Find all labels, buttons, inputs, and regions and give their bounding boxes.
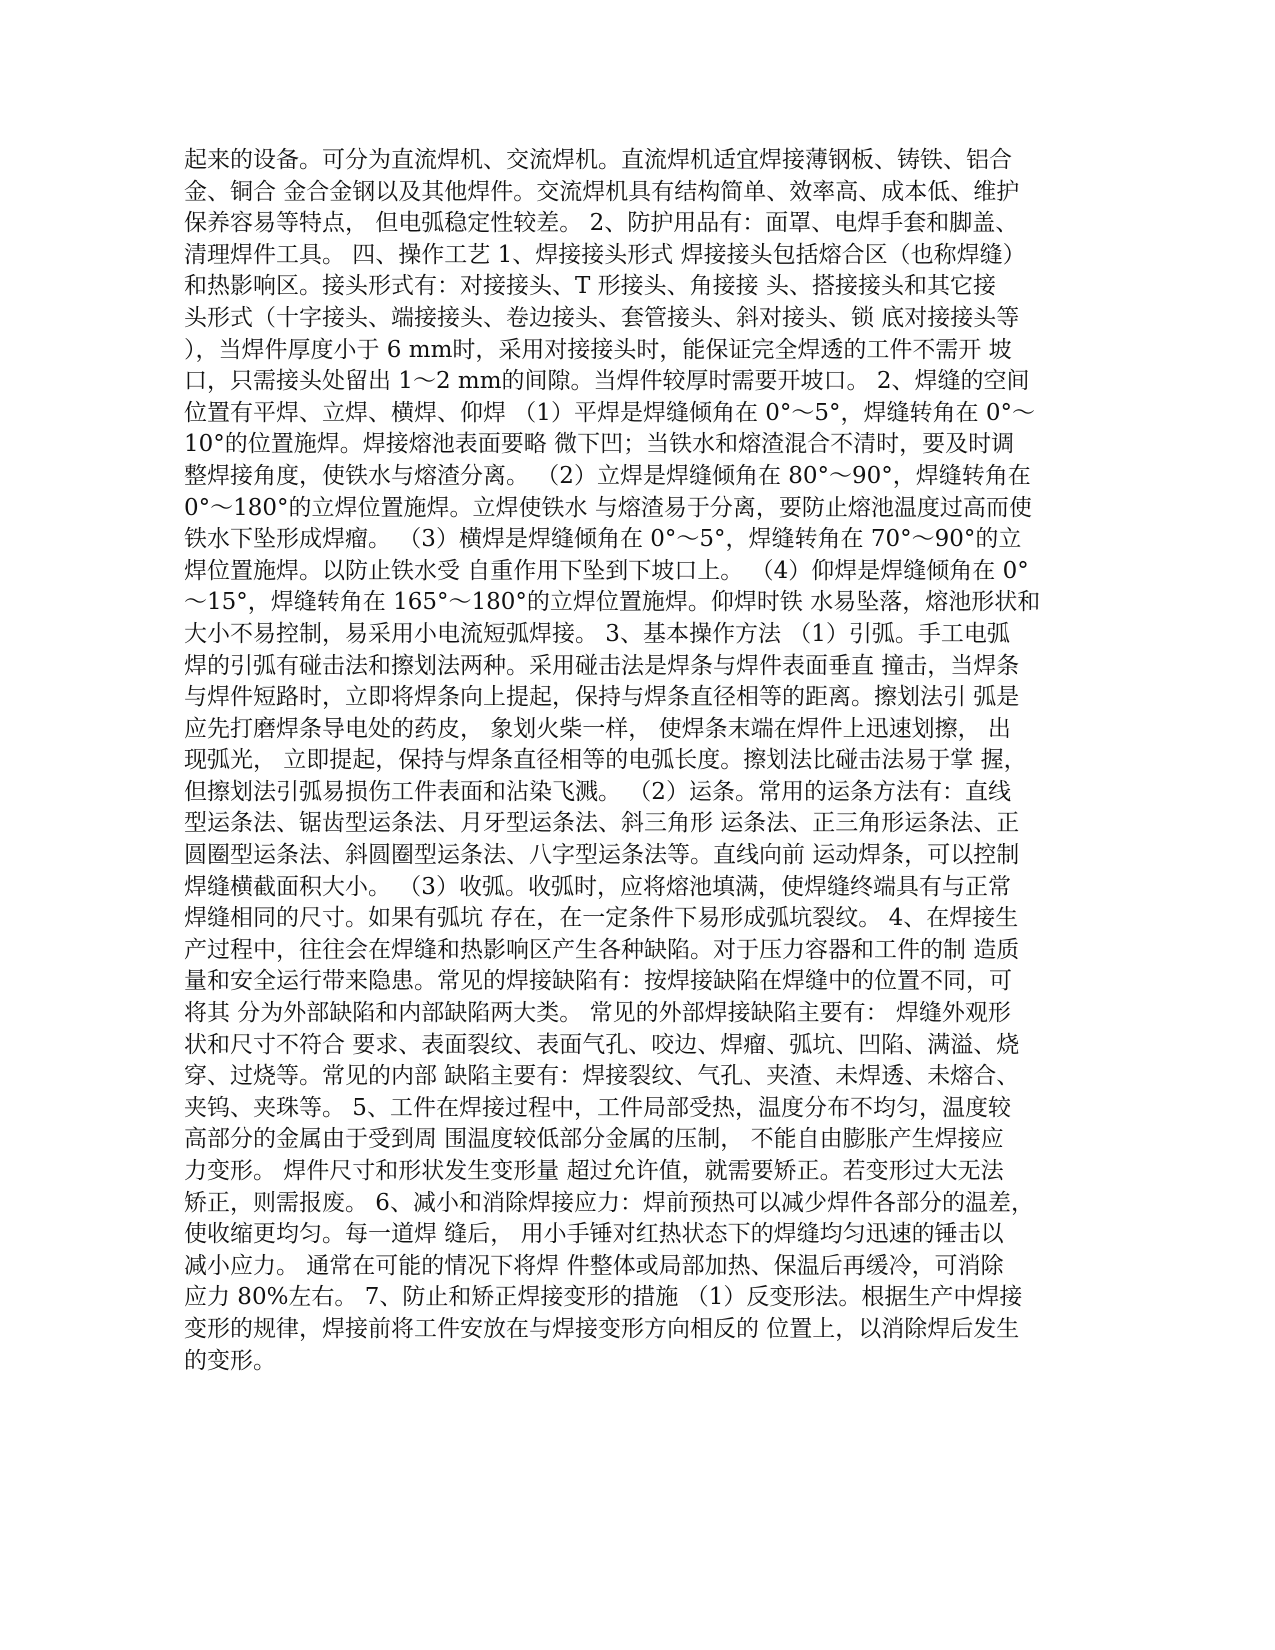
text-line: 位置有平焊、立焊、横焊、仰焊 （1）平焊是焊缝倾角在 0°～5°，焊缝转角在 0°～ bbox=[184, 399, 1035, 426]
body-text bbox=[184, 145, 1074, 1377]
text-line: 起来的设备。可分为直流焊机、交流焊机。直流焊机适宜焊接薄钢板、铸铁、铝合 bbox=[184, 147, 1012, 173]
text-line: 但擦划法引弧易损伤工件表面和沾染飞溅。 （2）运条。常用的运条方法有：直线 bbox=[184, 778, 1011, 805]
text-line: 保养容易等特点， 但电弧稳定性较差。 2、防护用品有：面罩、电焊手套和脚盖、 bbox=[184, 210, 1019, 237]
text-line: 力变形。 焊件尺寸和形状发生变形量 超过允许值，就需要矫正。若变形过大无法 bbox=[184, 1158, 1004, 1184]
text-line: 量和安全运行带来隐患。常见的焊接缺陷有：按焊接缺陷在焊缝中的位置不同，可 bbox=[184, 968, 1012, 995]
text-line: 状和尺寸不符合 要求、表面裂纹、表面气孔、咬边、焊瘤、弧坑、凹陷、满溢、烧 bbox=[184, 1031, 1020, 1058]
text-line: 大小不易控制，易采用小电流短弧焊接。 3、基本操作方法 （1）引弧。手工电弧 bbox=[184, 620, 1010, 647]
text-line: 与焊件短路时，立即将焊条向上提起，保持与焊条直径相等的距离。擦划法引 弧是 bbox=[184, 684, 1020, 711]
text-line: 焊缝横截面积大小。 （3）收弧。收弧时，应将熔池填满，使焊缝终端具有与正常 bbox=[184, 873, 1011, 900]
text-line: ），当焊件厚度小于 6 mm时，采用对接接头时，能保证完全焊透的工件不需开 坡 bbox=[184, 336, 1012, 363]
text-line: 应先打磨焊条导电处的药皮， 象划火柴一样， 使焊条末端在焊件上迅速划擦， 出 bbox=[184, 715, 1011, 742]
text-line: 型运条法、锯齿型运条法、月牙型运条法、斜三角形 运条法、正三角形运条法、正 bbox=[184, 810, 1020, 837]
text-line: 的变形。 bbox=[184, 1347, 276, 1374]
text-line: 高部分的金属由于受到周 围温度较低部分金属的压制， 不能自由膨胀产生焊接应 bbox=[184, 1126, 1004, 1153]
text-line: 产过程中，往往会在焊缝和热影响区产生各种缺陷。对于压力容器和工件的制 造质 bbox=[184, 936, 1020, 963]
text-line: 和热影响区。接头形式有：对接接头、T 形接头、角接接 头、搭接接头和其它接 bbox=[184, 273, 996, 300]
text-line: 将其 分为外部缺陷和内部缺陷两大类。 常见的外部焊接缺陷主要有： 焊缝外观形 bbox=[184, 1000, 1011, 1027]
text-line: 矫正，则需报废。 6、减小和消除焊接应力：焊前预热可以减少焊件各部分的温差， bbox=[184, 1189, 1034, 1216]
text-line: 头形式（十字接头、端接接头、卷边接头、套管接头、斜对接头、锁 底对接接头等 bbox=[184, 304, 1020, 331]
text-line: 整焊接角度，使铁水与熔渣分离。 （2）立焊是焊缝倾角在 80°～90°，焊缝转角在 bbox=[184, 462, 1031, 489]
text-line: 应力 80%左右。 7、防止和矫正焊接变形的措施 （1）反变形法。根据生产中焊接 bbox=[184, 1284, 1023, 1311]
text-line: 0°～180°的立焊位置施焊。立焊使铁水 与熔渣易于分离，要防止熔池温度过高而使 bbox=[184, 494, 1032, 521]
text-line: 圆圈型运条法、斜圆圈型运条法、八字型运条法等。直线向前 运动焊条，可以控制 bbox=[184, 842, 1020, 869]
text-line: 口，只需接头处留出 1～2 mm的间隙。当焊件较厚时需要开坡口。 2、焊缝的空间 bbox=[184, 368, 1030, 395]
text-line: 现弧光， 立即提起，保持与焊条直径相等的电弧长度。擦划法比碰击法易于掌 握， bbox=[184, 747, 1027, 774]
text-line: 变形的规律，焊接前将工件安放在与焊接变形方向相反的 位置上，以消除焊后发生 bbox=[184, 1315, 1020, 1342]
text-line: 焊位置施焊。以防止铁水受 自重作用下坠到下坡口上。 （4）仰焊是焊缝倾角在 0° bbox=[184, 557, 1029, 584]
text-line: 金、铜合 金合金钢以及其他焊件。交流焊机具有结构简单、效率高、成本低、维护 bbox=[184, 178, 1020, 205]
text-line: 焊的引弧有碰击法和擦划法两种。采用碰击法是焊条与焊件表面垂直 撞击，当焊条 bbox=[184, 652, 1020, 679]
text-line: 减小应力。 通常在可能的情况下将焊 件整体或局部加热、保温后再缓冷，可消除 bbox=[184, 1252, 1004, 1279]
text-line: 10°的位置施焊。焊接熔池表面要略 微下凹；当铁水和熔渣混合不清时，要及时调 bbox=[184, 431, 1015, 458]
text-line: 焊缝相同的尺寸。如果有弧坑 存在，在一定条件下易形成弧坑裂纹。 4、在焊接生 bbox=[184, 905, 1019, 932]
text-line: 使收缩更均匀。每一道焊 缝后， 用小手锤对红热状态下的焊缝均匀迅速的锤击以 bbox=[184, 1221, 1004, 1248]
text-line: 夹钨、夹珠等。 5、工件在焊接过程中，工件局部受热，温度分布不均匀，温度较 bbox=[184, 1094, 1011, 1121]
text-line: 穿、过烧等。常见的内部 缺陷主要有：焊接裂纹、气孔、夹渣、未焊透、未熔合、 bbox=[184, 1063, 1020, 1090]
text-line: 清理焊件工具。 四、操作工艺 1、焊接接头形式 焊接接头包括熔合区（也称焊缝） bbox=[184, 241, 1026, 268]
text-line: ～15°，焊缝转角在 165°～180°的立焊位置施焊。仰焊时铁 水易坠落，熔池形状和 bbox=[184, 589, 1041, 616]
text-line: 铁水下坠形成焊瘤。 （3）横焊是焊缝倾角在 0°～5°，焊缝转角在 70°～90°的立 bbox=[184, 526, 1022, 553]
